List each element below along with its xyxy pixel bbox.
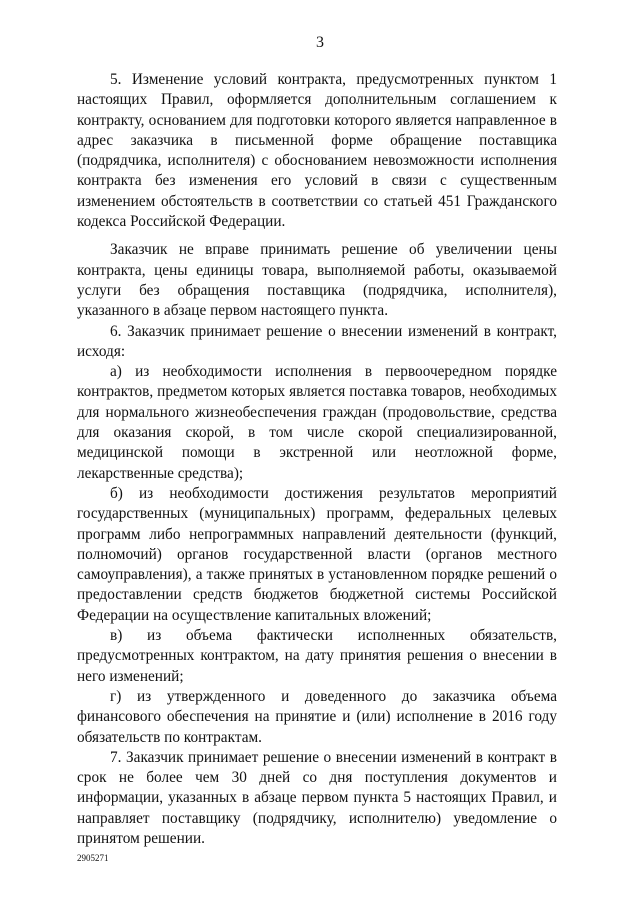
paragraph-5-amendment-conditions: 5. Изменение условий контракта, предусмотренных пунктом 1 настоящих Правил, оформляется дополнительным соглашением к контракту, основанием для подготовки которого является направленное в адрес заказчика в письменной форме обращение поставщика (подрядчика, исполнителя) с обоснованием невозможности исполнения контракта без изменения его условий в связи с существенным изменением обстоятельств в соответствии со статьей 451 Гражданского кодекса Российской Федерации.	[77, 71, 557, 231]
document-code: 2905271	[77, 853, 109, 863]
paragraph-7-decision-term: 7. Заказчик принимает решение о внесении изменений в контракт в срок не более чем 30 дней со дня поступления документов и информации, указанных в абзаце первом пункта 5 настоящих Правил, и направляет поставщику (подрядчику, исполнителю) уведомление о принятом решении.	[77, 748, 557, 847]
paragraph-6b: б) из необходимости достижения результатов мероприятий государственных (муниципальных) программ, федеральных целевых программ либо непрограммных направлений деятельности (функций, полномочий) органов государственной власти (органов местного самоуправления), а также принятых в установленном порядке решений о предоставлении средств бюджетов бюджетной системы Российской Федерации на осуществление капитальных вложений;	[77, 484, 557, 624]
paragraph-6-decision-basis: 6. Заказчик принимает решение о внесении изменений в контракт, исходя:	[77, 322, 557, 360]
document-body	[77, 70, 557, 849]
paragraph-6g: г) из утвержденного и доведенного до заказчика объема финансового обеспечения на принятие и (или) исполнение в 2016 году обязательств по контрактам.	[77, 687, 557, 746]
paragraph-6v: в) из объема фактически исполненных обязательств, предусмотренных контрактом, на дату принятия решения о внесении в него изменений;	[77, 627, 557, 685]
paragraph-6a: а) из необходимости исполнения в первоочередном порядке контрактов, предметом которых является поставка товаров, необходимых для нормального жизнеобеспечения граждан (продовольствие, средства для оказания скорой, в том числе скорой специализированной, медицинской помощи в экстренной или неотложной форме, лекарственные средства);	[77, 363, 557, 482]
paragraph-customer-restriction: Заказчик не вправе принимать решение об увеличении цены контракта, цены единицы товара, выполняемой работы, оказываемой услуги без обращения поставщика (подрядчика, исполнителя), указанного в абзаце первом настоящего пункта.	[77, 241, 557, 320]
page-number: 3	[316, 34, 324, 51]
